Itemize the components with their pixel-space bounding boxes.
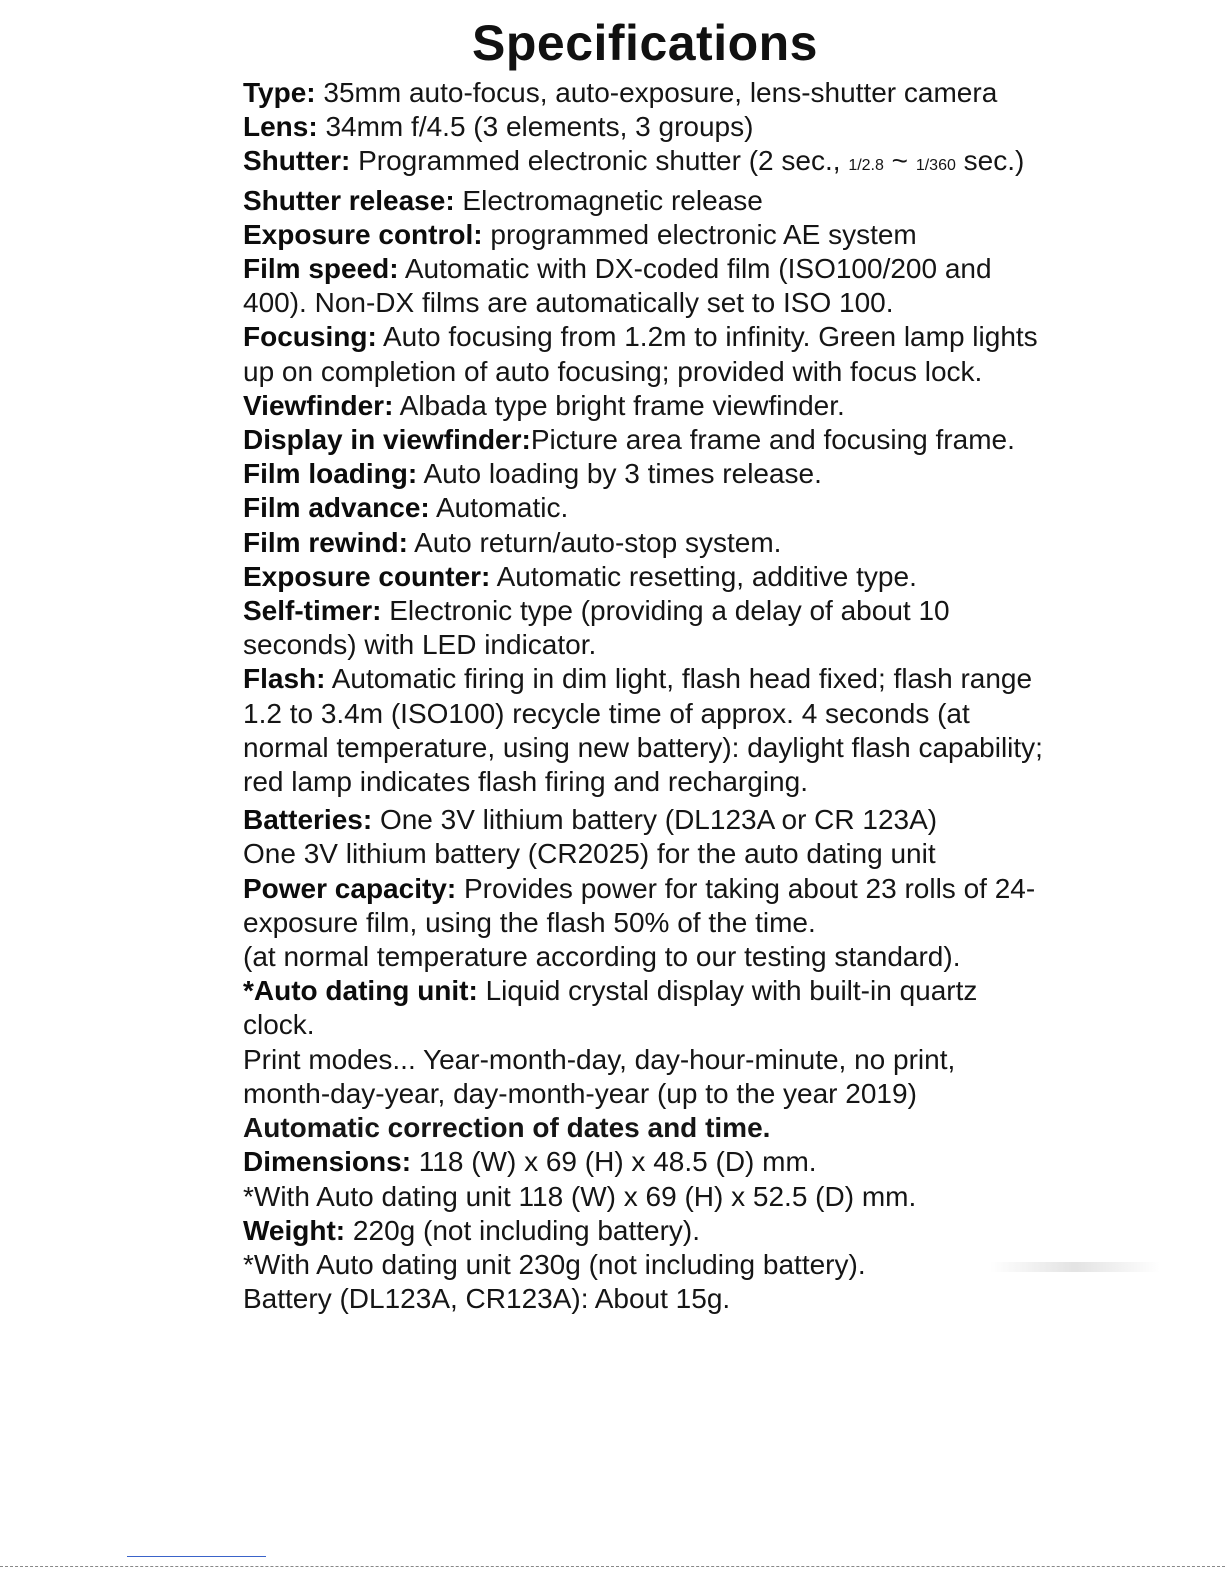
spec-text: Picture area frame and focusing frame. [530, 424, 1015, 456]
spec-dimensions [243, 1145, 1043, 1179]
weight-with-dating-unit: *With Auto dating unit 230g (not including battery). [243, 1248, 866, 1280]
scan-smudge [990, 1262, 1160, 1272]
spec-shutter [243, 144, 1043, 183]
spec-flash [243, 662, 1043, 799]
spec-power-capacity [243, 872, 1043, 940]
spec-display-in-viewfinder [243, 423, 1043, 457]
spec-text: 118 (W) x 69 (H) x 48.5 (D) mm. [411, 1146, 817, 1178]
spec-text: 34mm f/4.5 (3 elements, 3 groups) [317, 111, 754, 143]
print-modes: Print modes... Year-month-day, day-hour-minute, no print, month-day-year, day-month-year (up to the year 2019) [243, 1043, 956, 1109]
shutter-range-sep: ~ [883, 145, 916, 177]
spec-label: Shutter: [243, 145, 351, 177]
spec-label: Type: [243, 77, 316, 108]
shutter-fraction-slow: 1/2.8 [848, 157, 884, 175]
spec-text: Auto return/auto-stop system. [407, 526, 782, 558]
spec-text: Automatic resetting, additive type. [490, 560, 917, 592]
spec-batteries [243, 803, 1043, 837]
spec-text: 220g (not including battery). [345, 1214, 701, 1246]
spec-text: Auto loading by 3 times release. [417, 458, 822, 490]
automatic-correction: Automatic correction of dates and time. [243, 1112, 771, 1144]
spec-text: programmed electronic AE system [482, 218, 917, 250]
spec-lens [243, 110, 1043, 144]
spec-label: Film rewind: [243, 526, 408, 558]
spec-film-rewind [243, 526, 1043, 560]
spec-exposure-control [243, 218, 1043, 252]
spec-label: Batteries: [243, 804, 373, 836]
spec-text: Electronic type (providing a delay of about 10 seconds) with LED indicator. [243, 595, 950, 661]
spec-label: Shutter release: [243, 184, 455, 216]
spec-batteries-dating-unit: One 3V lithium battery (CR2025) for the auto dating unit [243, 838, 936, 870]
specifications-list [243, 76, 1043, 1316]
spec-film-loading [243, 457, 1043, 491]
spec-text: Albada type bright frame viewfinder. [393, 389, 845, 421]
spec-type [243, 76, 1043, 110]
spec-label: Film loading: [243, 458, 418, 490]
spec-text: Liquid crystal display with built-in quartz clock. [243, 975, 978, 1041]
spec-text: Automatic. [429, 492, 569, 524]
spec-label: Weight: [243, 1214, 346, 1246]
dimensions-with-dating-unit: *With Auto dating unit 118 (W) x 69 (H) x 52.5 (D) mm. [243, 1180, 917, 1212]
spec-label: *Auto dating unit: [243, 975, 478, 1007]
shutter-fraction-fast: 1/360 [915, 157, 956, 175]
bottom-dashed-rule [0, 1566, 1225, 1567]
spec-self-timer [243, 594, 1043, 662]
spec-text: Programmed electronic shutter (2 sec., [350, 145, 849, 177]
spec-weight [243, 1214, 1043, 1248]
spec-film-advance [243, 491, 1043, 525]
spec-label: Display in viewfinder: [243, 424, 531, 456]
spec-text: Automatic with DX-coded film (ISO100/200 and 400). Non-DX films are automatically set to ISO 100. [243, 253, 992, 319]
spec-label: Self-timer: [243, 595, 382, 627]
spec-text: Provides power for taking about 23 rolls of 24-exposure film, using the flash 50% of the time. [243, 872, 1036, 938]
battery-weight: Battery (DL123A, CR123A): About 15g. [243, 1283, 731, 1315]
power-capacity-note: (at normal temperature according to our testing standard). [243, 941, 961, 973]
spec-film-speed [243, 252, 1043, 320]
spec-viewfinder [243, 389, 1043, 423]
page-title: Specifications [472, 15, 818, 71]
spec-focusing [243, 320, 1043, 388]
spec-exposure-counter [243, 560, 1043, 594]
spec-auto-dating-unit [243, 974, 1043, 1042]
spec-label: Lens: [243, 111, 318, 143]
spec-label: Dimensions: [243, 1146, 412, 1178]
spec-text: One 3V lithium battery (DL123A or CR 123A) [372, 804, 938, 836]
spec-label: Film advance: [243, 492, 430, 524]
spec-label: Flash: [243, 663, 326, 695]
spec-label: Exposure control: [243, 218, 483, 250]
spec-label: Focusing: [243, 321, 377, 353]
spec-text: Electromagnetic release [454, 184, 763, 216]
spec-shutter-release [243, 184, 1043, 218]
spec-text: Automatic firing in dim light, flash head fixed; flash range 1.2 to 3.4m (ISO100) recycle time of approx. 4 seconds (at normal temperature, using new battery): daylight flash capability; red lamp indicates flash firing and recharging. [243, 663, 1043, 798]
spec-label: Viewfinder: [243, 389, 394, 421]
spec-text: 35mm auto-focus, auto-exposure, lens-shutter camera [315, 77, 998, 108]
spec-label: Film speed: [243, 253, 399, 285]
spec-text-end: sec.) [955, 145, 1025, 177]
bottom-link-underline [127, 1556, 266, 1557]
spec-text: Auto focusing from 1.2m to infinity. Green lamp lights up on completion of auto focusing; provided with focus lock. [243, 321, 1038, 387]
spec-label: Exposure counter: [243, 560, 491, 592]
spec-label: Power capacity: [243, 872, 457, 904]
